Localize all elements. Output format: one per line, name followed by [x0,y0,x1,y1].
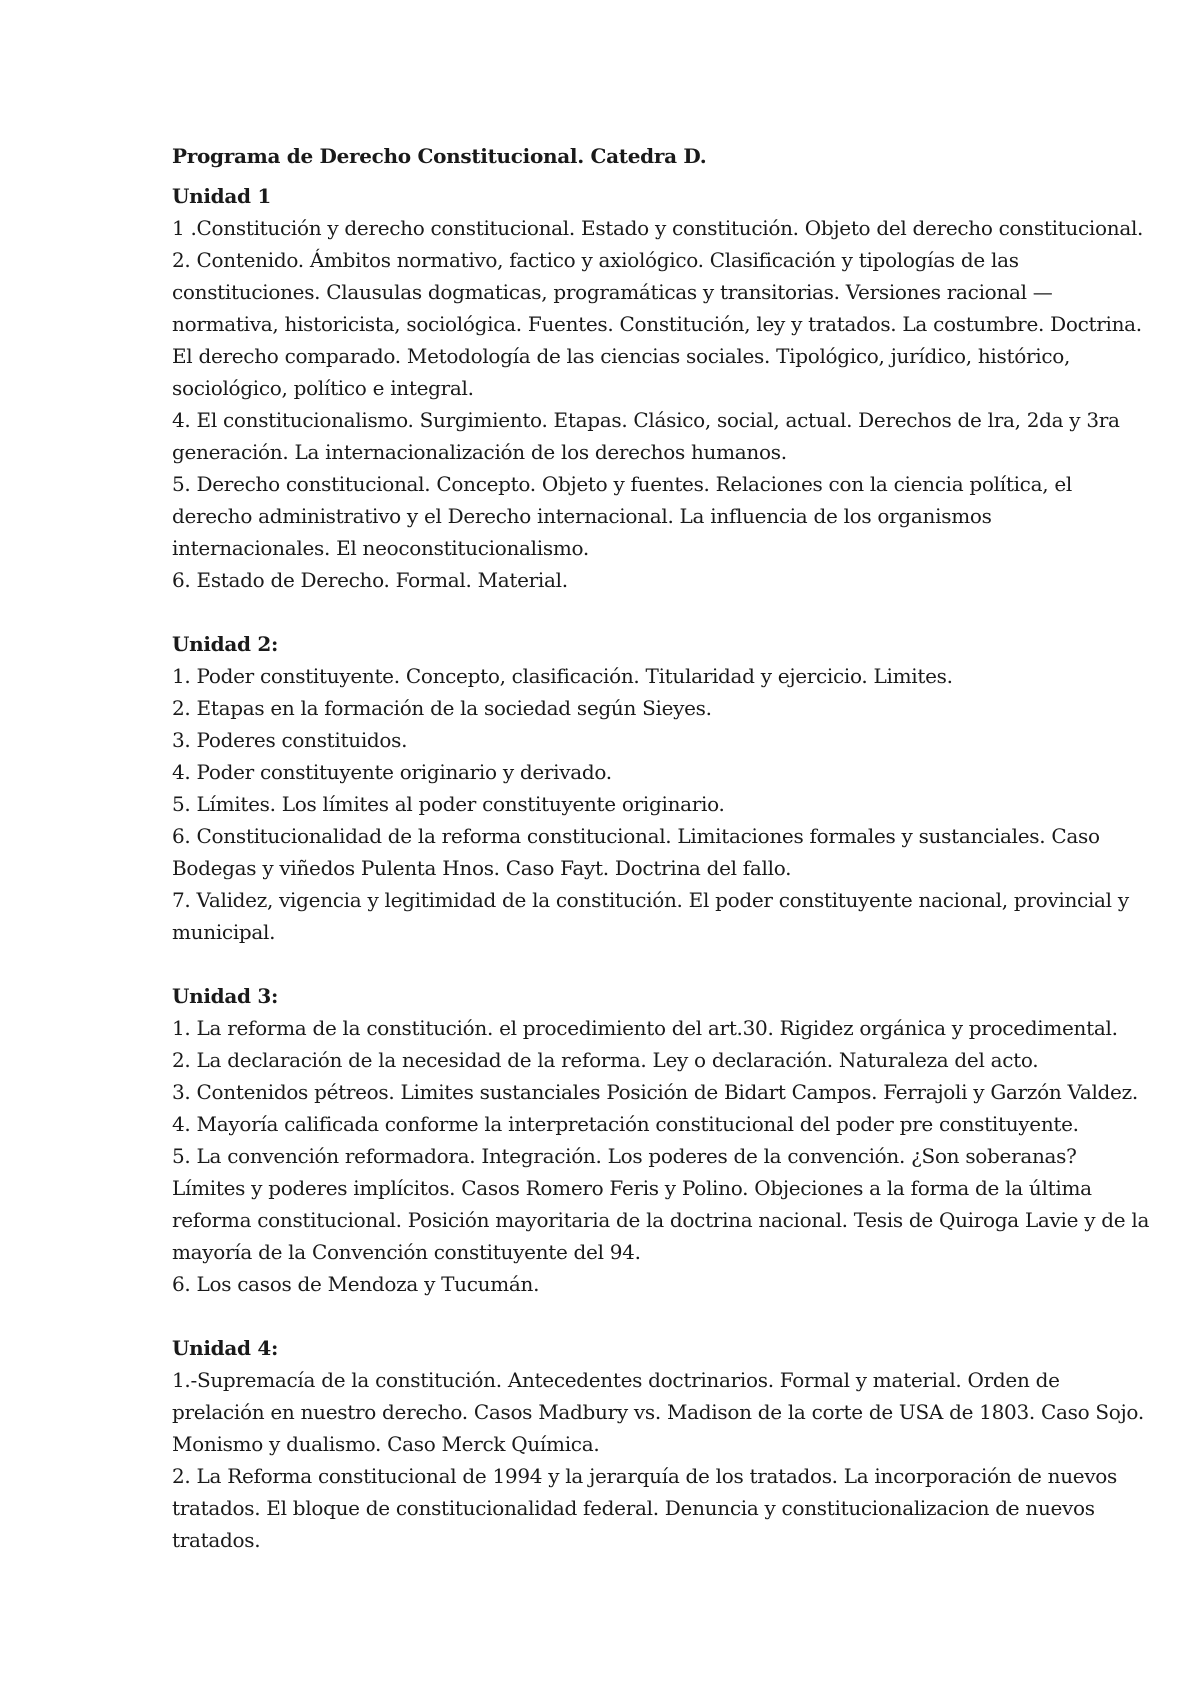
unit-3 [172,980,1152,1300]
unit-2 [172,628,1152,948]
unit-item: 2. La declaración de la necesidad de la reforma. Ley o declaración. Naturaleza del acto. [172,1048,1039,1072]
unit-1 [172,180,1152,596]
unit-heading: Unidad 3: [172,984,279,1008]
unit-item: 2. Contenido. Ámbitos normativo, factico y axiológico. Clasificación y tipologías de las constituciones. Clausulas dogmaticas, programáticas y transitorias. Versiones racional — normativa, historicista, sociológica. Fuentes. Constitución, ley y tratados. La costumbre. Doctrina. El derecho comparado. Metodología de las ciencias sociales. Tipológico, jurídico, histórico, sociológico, político e integral. [172,248,1142,400]
unit-item: 4. El constitucionalismo. Surgimiento. Etapas. Clásico, social, actual. Derechos de lra, 2da y 3ra generación. La internacionalización de los derechos humanos. [172,408,1120,464]
unit-heading: Unidad 1 [172,184,271,208]
unit-item: 6. Estado de Derecho. Formal. Material. [172,568,568,592]
document-title: Programa de Derecho Constitucional. Catedra D. [172,144,707,168]
unit-item: 1. Poder constituyente. Concepto, clasificación. Titularidad y ejercicio. Limites. [172,664,953,688]
unit-item: 1.-Supremacía de la constitución. Antecedentes doctrinarios. Formal y material. Orden de prelación en nuestro derecho. Casos Madbury vs. Madison de la corte de USA de 1803. Caso Sojo. Monismo y dualismo. Caso Merck Química. [172,1368,1144,1456]
unit-item: 4. Mayoría calificada conforme la interpretación constitucional del poder pre constituyente. [172,1112,1079,1136]
unit-item: 7. Validez, vigencia y legitimidad de la constitución. El poder constituyente nacional, provincial y municipal. [172,888,1129,944]
unit-4 [172,1332,1152,1556]
unit-item: 5. Límites. Los límites al poder constituyente originario. [172,792,725,816]
unit-item: 6. Constitucionalidad de la reforma constitucional. Limitaciones formales y sustanciales. Caso Bodegas y viñedos Pulenta Hnos. Caso Fayt. Doctrina del fallo. [172,824,1100,880]
unit-item: 1 .Constitución y derecho constitucional. Estado y constitución. Objeto del derecho constitucional. [172,216,1144,240]
unit-item: 3. Contenidos pétreos. Limites sustanciales Posición de Bidart Campos. Ferrajoli y Garzón Valdez. [172,1080,1138,1104]
unit-item: 6. Los casos de Mendoza y Tucumán. [172,1272,540,1296]
unit-item: 2. Etapas en la formación de la sociedad según Sieyes. [172,696,712,720]
unit-item: 5. Derecho constitucional. Concepto. Objeto y fuentes. Relaciones con la ciencia política, el derecho administrativo y el Derecho internacional. La influencia de los organismos internacionales. El neoconstitucionalismo. [172,472,1072,560]
unit-item: 4. Poder constituyente originario y derivado. [172,760,612,784]
unit-item: 3. Poderes constituidos. [172,728,408,752]
unit-heading: Unidad 2: [172,632,279,656]
document-page [172,140,1152,1556]
unit-item: 1. La reforma de la constitución. el procedimiento del art.30. Rigidez orgánica y procedimental. [172,1016,1118,1040]
unit-item: 5. La convención reformadora. Integración. Los poderes de la convención. ¿Son soberanas? Límites y poderes implícitos. Casos Romero Feris y Polino. Objeciones a la forma de la última reforma constitucional. Posición mayoritaria de la doctrina nacional. Tesis de Quiroga Lavie y de la mayoría de la Convención constituyente del 94. [172,1144,1150,1264]
unit-item: 2. La Reforma constitucional de 1994 y la jerarquía de los tratados. La incorporación de nuevos tratados. El bloque de constitucionalidad federal. Denuncia y constitucionalizacion de nuevos tratados. [172,1464,1118,1552]
unit-heading: Unidad 4: [172,1336,279,1360]
